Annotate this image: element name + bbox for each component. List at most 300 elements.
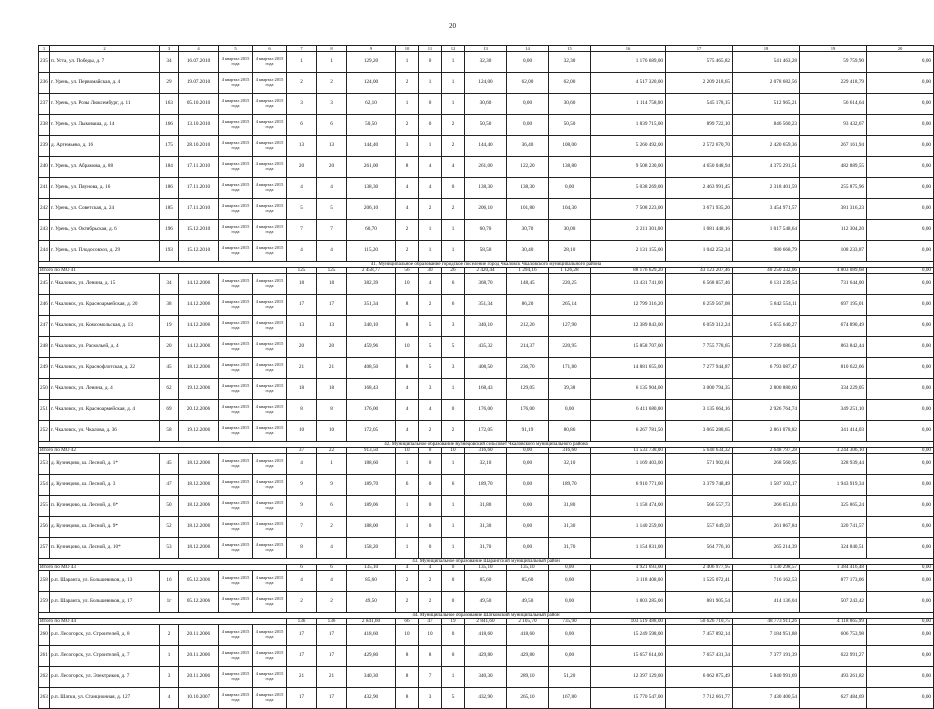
table-cell: 236,70 [507,358,549,379]
table-cell: 4 квартал 2015 года [219,538,253,559]
table-cell: 0,00 [867,316,934,337]
table-cell: 863 842,44 [800,337,867,358]
table-cell: 0,00 [867,517,934,538]
table-cell: 4 квартал 2015 года [219,688,253,709]
table-cell: 0 [442,178,465,199]
table-cell: 17.11.2010 [179,178,219,199]
header-cell: 6 [253,46,287,52]
header-cell: 10 [396,46,419,52]
table-cell: 0 [442,646,465,667]
address-cell: п. Уста, ул. Победы, д. 7 [50,52,160,73]
table-cell: 3 135 664,16 [666,400,733,421]
header-cell: 18 [733,46,800,52]
table-cell: 176,00 [507,400,549,421]
table-cell: 8 [396,157,419,178]
table-cell: 6 135 904,00 [591,379,666,400]
table-cell: 4 квартал 2015 года [253,379,287,400]
table-cell: 7 712 661,77 [666,688,733,709]
table-cell: 115,20 [347,241,396,262]
table-cell: 1 [442,538,465,559]
table-cell: 148,45 [507,274,549,295]
address-cell: г. Чкаловск, ул. Чкалова, д. 36 [50,421,160,442]
table-cell: 0,00 [867,73,934,94]
table-cell: 31,70 [549,538,591,559]
table-cell: 0,00 [549,646,591,667]
table-cell: 247 [39,316,50,337]
table-cell: 0,00 [549,592,591,613]
table-cell: 2 [317,517,347,538]
table-cell: 20.11.2006 [179,625,219,646]
table-row [39,199,934,220]
table-cell: 49,50 [465,592,507,613]
table-cell: 1 [396,496,419,517]
table-cell: 6 [442,295,465,316]
table-cell: 18.12.2006 [179,475,219,496]
table-cell: 0,00 [867,52,934,73]
table-cell: 482 889,55 [800,157,867,178]
table-cell: 4 [396,379,419,400]
table-cell: 0,00 [867,115,934,136]
table-cell: 4 квартал 2015 года [219,454,253,475]
header-cell: 16 [591,46,666,52]
table-cell: 4 квартал 2015 года [253,316,287,337]
table-cell: 196 [160,220,179,241]
address-cell: г. Чкаловск, ул. Комсомольская, д. 13 [50,316,160,337]
table-cell: 7 457 892,14 [666,625,733,646]
table-cell: 172,05 [465,421,507,442]
table-cell: 0,00 [507,496,549,517]
table-cell: 4 квартал 2015 года [253,571,287,592]
table-cell: 220,95 [549,337,591,358]
table-cell: 184 [160,157,179,178]
table-cell: 0,00 [867,358,934,379]
section-title: 41. Муниципальное образование городское поселение город Чкаловск Чкаловского муниципального района [39,262,934,268]
table-cell: 189,70 [347,475,396,496]
header-cell: 9 [347,46,396,52]
table-cell: 32,30 [465,52,507,73]
address-cell: г. Урень, ул. Советская, д. 24 [50,199,160,220]
table-cell: 6 131 239,54 [733,274,800,295]
table-cell: 0 [419,538,442,559]
table-cell: 2 463 991,45 [666,178,733,199]
table-cell: 899 722,10 [666,115,733,136]
table-cell: 4 квартал 2015 года [219,115,253,136]
table-cell: 7 [317,220,347,241]
table-cell: 13 [317,136,347,157]
table-cell: 31,80 [549,496,591,517]
table-row [39,178,934,199]
table-cell: 557 649,59 [666,517,733,538]
table-cell: 12 397 129,00 [591,667,666,688]
table-cell: 17.11.2010 [179,199,219,220]
table-cell: 4 квартал 2015 года [253,199,287,220]
table-cell: 566 557,73 [666,496,733,517]
table-cell: 163 [160,94,179,115]
table-cell: 259 [39,592,50,613]
table-cell: 176,00 [347,400,396,421]
table-cell: 32,10 [549,454,591,475]
table-cell: 58 [160,421,179,442]
table-cell: 20 [317,337,347,358]
table-cell: 10 [396,625,419,646]
total-cell: 316,60 [465,448,507,454]
table-row [39,571,934,592]
table-cell: 3 000 794,35 [666,379,733,400]
table-cell: 0 [442,571,465,592]
table-cell: 4 517 320,00 [591,73,666,94]
table-cell: 1 114 758,00 [591,94,666,115]
table-cell: 258 [39,571,50,592]
table-cell: 1 [419,220,442,241]
table-cell: 34 [160,52,179,73]
table-cell: 4 квартал 2015 года [253,667,287,688]
table-cell: 108,00 [549,136,591,157]
total-cell: 103 519 488,00 [591,619,666,625]
table-cell: 7 [287,517,317,538]
table-cell: 30,70 [507,220,549,241]
table-cell: 3 [419,379,442,400]
table-cell: 5 [442,337,465,358]
table-cell: 9 508 230,00 [591,157,666,178]
table-cell: 28.10.2010 [179,136,219,157]
table-row [39,496,934,517]
table-row [39,538,934,559]
table-cell: 2 [442,421,465,442]
table-cell: 7 184 951,88 [733,625,800,646]
table-cell: 4 квартал 2015 года [253,646,287,667]
table-cell: 3 118 408,00 [591,571,666,592]
address-cell: г. Чкаловск, ул. Ленина, д. 4 [50,379,160,400]
table-cell: 248 [39,337,50,358]
table-cell: 429,80 [465,646,507,667]
table-cell: 4 квартал 2015 года [219,421,253,442]
table-cell: 0,00 [867,571,934,592]
table-cell: 124,00 [465,73,507,94]
table-cell: 4 [287,454,317,475]
table-row [39,475,934,496]
table-cell: 214,37 [507,337,549,358]
total-label: Итого по МО 43 [39,565,287,571]
table-cell: 18 [287,274,317,295]
table-cell: 3 [160,667,179,688]
total-cell: 0 [419,448,442,454]
table-cell: 328 939,44 [800,454,867,475]
total-cell: 0,00 [867,619,934,625]
table-cell: 4 квартал 2015 года [253,52,287,73]
table-cell: 731 644,00 [800,274,867,295]
table-cell: 4 квартал 2015 года [253,625,287,646]
table-row [39,220,934,241]
table-cell: 418,60 [465,625,507,646]
table-cell: 980 668,79 [733,241,800,262]
table-cell: 4 квартал 2015 года [219,646,253,667]
table-cell: 0,00 [867,625,934,646]
table-cell: 19.12.2006 [179,421,219,442]
table-cell: 18.12.2006 [179,517,219,538]
table-cell: 1 [442,379,465,400]
table-cell: 14.12.2006 [179,316,219,337]
table-cell: 0,00 [507,115,549,136]
table-cell: 4 квартал 2015 года [219,157,253,178]
table-cell: 18 [317,274,347,295]
table-cell: 166 [160,115,179,136]
total-cell: 1 126,28 [549,268,591,274]
total-cell: 1 384 416,48 [800,565,867,571]
table-cell: 1 525 072,41 [666,571,733,592]
total-cell: 913,50 [347,448,396,454]
table-cell: 129,20 [347,52,396,73]
table-cell: 575 465,82 [666,52,733,73]
header-cell: 19 [800,46,867,52]
table-cell: 13 431 741,00 [591,274,666,295]
table-cell: 4 квартал 2015 года [219,199,253,220]
table-cell: 50 [160,496,179,517]
table-cell: 52 [160,517,179,538]
table-cell: 4 квартал 2015 года [219,73,253,94]
table-cell: 32,30 [549,52,591,73]
total-cell: 4 118 865,99 [800,619,867,625]
table-cell: 263 [39,688,50,709]
table-cell: 13 [287,316,317,337]
total-cell: 10 [396,448,419,454]
total-cell: 22 [317,448,347,454]
table-cell: 0 [442,625,465,646]
table-cell: 881 905,54 [666,592,733,613]
table-cell: 1 158 474,00 [591,496,666,517]
table-cell: 507 243,42 [800,592,867,613]
table-cell: 493 261,82 [800,667,867,688]
table-cell: 85,60 [465,571,507,592]
total-cell: 50 626 710,75 [666,619,733,625]
table-cell: 320 741,57 [800,517,867,538]
table-cell: 50,50 [465,115,507,136]
housing-table [38,45,934,709]
table-cell: 7 657 431,34 [666,646,733,667]
table-cell: 4 [396,178,419,199]
table-cell: 20.12.2006 [179,400,219,421]
table-cell: 31,30 [549,517,591,538]
total-cell: 136 [287,619,317,625]
table-cell: 289,10 [507,667,549,688]
table-cell: 2 [396,115,419,136]
table-cell: 1 [396,94,419,115]
table-row [39,316,934,337]
table-row [39,646,934,667]
table-cell: 8 [396,667,419,688]
table-cell: 1 803 285,00 [591,592,666,613]
table-cell: 324 840,51 [800,538,867,559]
table-cell: 6 [287,115,317,136]
section-title: 42. Муниципальное образование Кузнецовский сельсовет Чкаловского муниципального района [39,442,934,448]
table-cell: 85,60 [347,571,396,592]
table-cell: 3 [287,94,317,115]
table-cell: 85,60 [507,571,549,592]
table-cell: 31,30 [465,517,507,538]
table-cell: 1 943 919,34 [800,475,867,496]
table-cell: 8 [396,316,419,337]
table-cell: 138,30 [507,178,549,199]
table-cell: 239 [39,136,50,157]
table-cell: 36,40 [507,136,549,157]
table-cell: 4 [396,400,419,421]
table-cell: 877 173,06 [800,571,867,592]
table-cell: 4 квартал 2015 года [219,358,253,379]
table-cell: 4 квартал 2015 года [219,220,253,241]
table-cell: 4 квартал 2015 года [253,400,287,421]
header-cell: 8 [317,46,347,52]
table-cell: 4 квартал 2015 года [253,178,287,199]
table-cell: 1 [442,220,465,241]
table-cell: 38 [160,295,179,316]
total-cell: 43 123 207,46 [666,268,733,274]
table-cell: 0,00 [867,400,934,421]
table-cell: 4 [317,538,347,559]
table-cell: 1 [419,241,442,262]
header-cell: 5 [219,46,253,52]
table-cell: 340,30 [465,667,507,688]
table-cell: 810 622,66 [800,358,867,379]
table-cell: 50,50 [347,115,396,136]
table-cell: 334 229,05 [800,379,867,400]
table-cell: 6 [396,475,419,496]
table-cell: 0,00 [507,538,549,559]
table-cell: 15.12.2010 [179,220,219,241]
header-cell: 3 [160,46,179,52]
table-cell: 176,00 [465,400,507,421]
total-cell: 10 [442,448,465,454]
table-cell: 697 195,01 [800,295,867,316]
table-cell: 32,10 [465,454,507,475]
table-cell: 266 051,03 [733,496,800,517]
table-cell: 1 839 715,00 [591,115,666,136]
table-cell: 5 [419,358,442,379]
address-cell: г. Чкаловск, ул. Раскольей, д. 4 [50,337,160,358]
table-cell: 0,00 [867,592,934,613]
table-cell: 17 [317,646,347,667]
table-row [39,94,934,115]
table-cell: 8 [396,358,419,379]
table-cell: 18 [317,379,347,400]
table-cell: 4 квартал 2015 года [219,571,253,592]
total-cell: 0,00 [867,268,934,274]
table-cell: 245 [39,274,50,295]
table-cell: 05.12.2006 [179,592,219,613]
table-cell: 8 [419,646,442,667]
table-cell: 7 239 086,51 [733,337,800,358]
table-cell: 4 квартал 2015 года [253,94,287,115]
table-cell: 4 [317,178,347,199]
table-cell: 69 [160,400,179,421]
table-cell: 4 квартал 2015 года [253,241,287,262]
table-cell: 17 [317,625,347,646]
table-cell: 564 776,10 [666,538,733,559]
table-cell: 0,00 [867,667,934,688]
address-cell: д. Кузнецово, ш. Лесной, д. 3 [50,475,160,496]
total-cell: 4 [419,565,442,571]
table-cell: 4 квартал 2015 года [253,358,287,379]
table-cell: 49,50 [347,592,396,613]
address-cell: г. Урень, ул. Пяунова, д. 16 [50,178,160,199]
table-cell: 7 277 944,87 [666,358,733,379]
table-cell: 8 [317,400,347,421]
total-cell: 135,10 [507,565,549,571]
table-cell: 4 [287,571,317,592]
table-cell: 265 214,39 [733,538,800,559]
table-cell: 8 [396,646,419,667]
table-cell: 0,00 [507,94,549,115]
table-cell: 1 169 403,00 [591,454,666,475]
table-cell: 2 572 670,70 [666,136,733,157]
table-cell: 112 304,20 [800,220,867,241]
address-cell: г. Урень, ул. Плодосовхоз, д. 29 [50,241,160,262]
table-cell: 4 квартал 2015 года [253,220,287,241]
table-cell: 4 [419,157,442,178]
table-cell: 19.12.2006 [179,379,219,400]
table-cell: 340,10 [347,316,396,337]
table-cell: 4 квартал 2015 года [219,178,253,199]
table-cell: 05.12.2006 [179,571,219,592]
table-cell: 5 [317,199,347,220]
total-cell: 5 640 634,32 [666,448,733,454]
total-cell: 1 294,16 [507,268,549,274]
table-cell: 15 249 598,00 [591,625,666,646]
table-cell: 0,00 [549,400,591,421]
table-cell: 1 [419,136,442,157]
table-cell: 244 [39,241,50,262]
table-cell: 4 квартал 2015 года [219,667,253,688]
table-cell: 175 [160,136,179,157]
table-cell: 104,30 [549,199,591,220]
table-cell: 4 квартал 2015 года [253,454,287,475]
table-cell: 14.12.2006 [179,274,219,295]
table-cell: 2 [442,115,465,136]
table-cell: 10 [419,625,442,646]
total-cell: 88 176 629,20 [591,268,666,274]
table-cell: 9 [287,475,317,496]
table-cell: 4 квартал 2015 года [219,625,253,646]
table-row [39,73,934,94]
table-cell: 59 759,90 [800,52,867,73]
table-cell: 4 [419,274,442,295]
table-cell: 62,00 [507,73,549,94]
table-cell: 60,70 [465,220,507,241]
page-number: 20 [449,22,456,30]
address-cell: р.п. Лесогорск, ул. Строителей, д. 7 [50,646,160,667]
table-cell: 4 квартал 2015 года [253,592,287,613]
total-cell: 0,00 [867,448,934,454]
total-cell: 4 803 089,68 [800,268,867,274]
table-cell: 0,00 [867,454,934,475]
address-cell: г. Чкаловск, ул. Ленина, д. 15 [50,274,160,295]
total-cell: 2 458,77 [347,268,396,274]
table-cell: 418,60 [507,625,549,646]
header-cell: 7 [287,46,317,52]
table-cell: 4 квартал 2015 года [219,379,253,400]
table-cell: 243 [39,220,50,241]
table-cell: 6 793 087,47 [733,358,800,379]
table-cell: 4 квартал 2015 года [253,337,287,358]
table-cell: 622 991,27 [800,646,867,667]
table-cell: 4 квартал 2015 года [219,136,253,157]
table-cell: 4 квартал 2015 года [253,115,287,136]
table-cell: 1 [442,52,465,73]
table-cell: 0 [419,52,442,73]
table-cell: 10 [287,421,317,442]
table-cell: 242 [39,199,50,220]
table-cell: 325 865,24 [800,496,867,517]
table-cell: 3 [317,94,347,115]
table-cell: 4 [287,241,317,262]
